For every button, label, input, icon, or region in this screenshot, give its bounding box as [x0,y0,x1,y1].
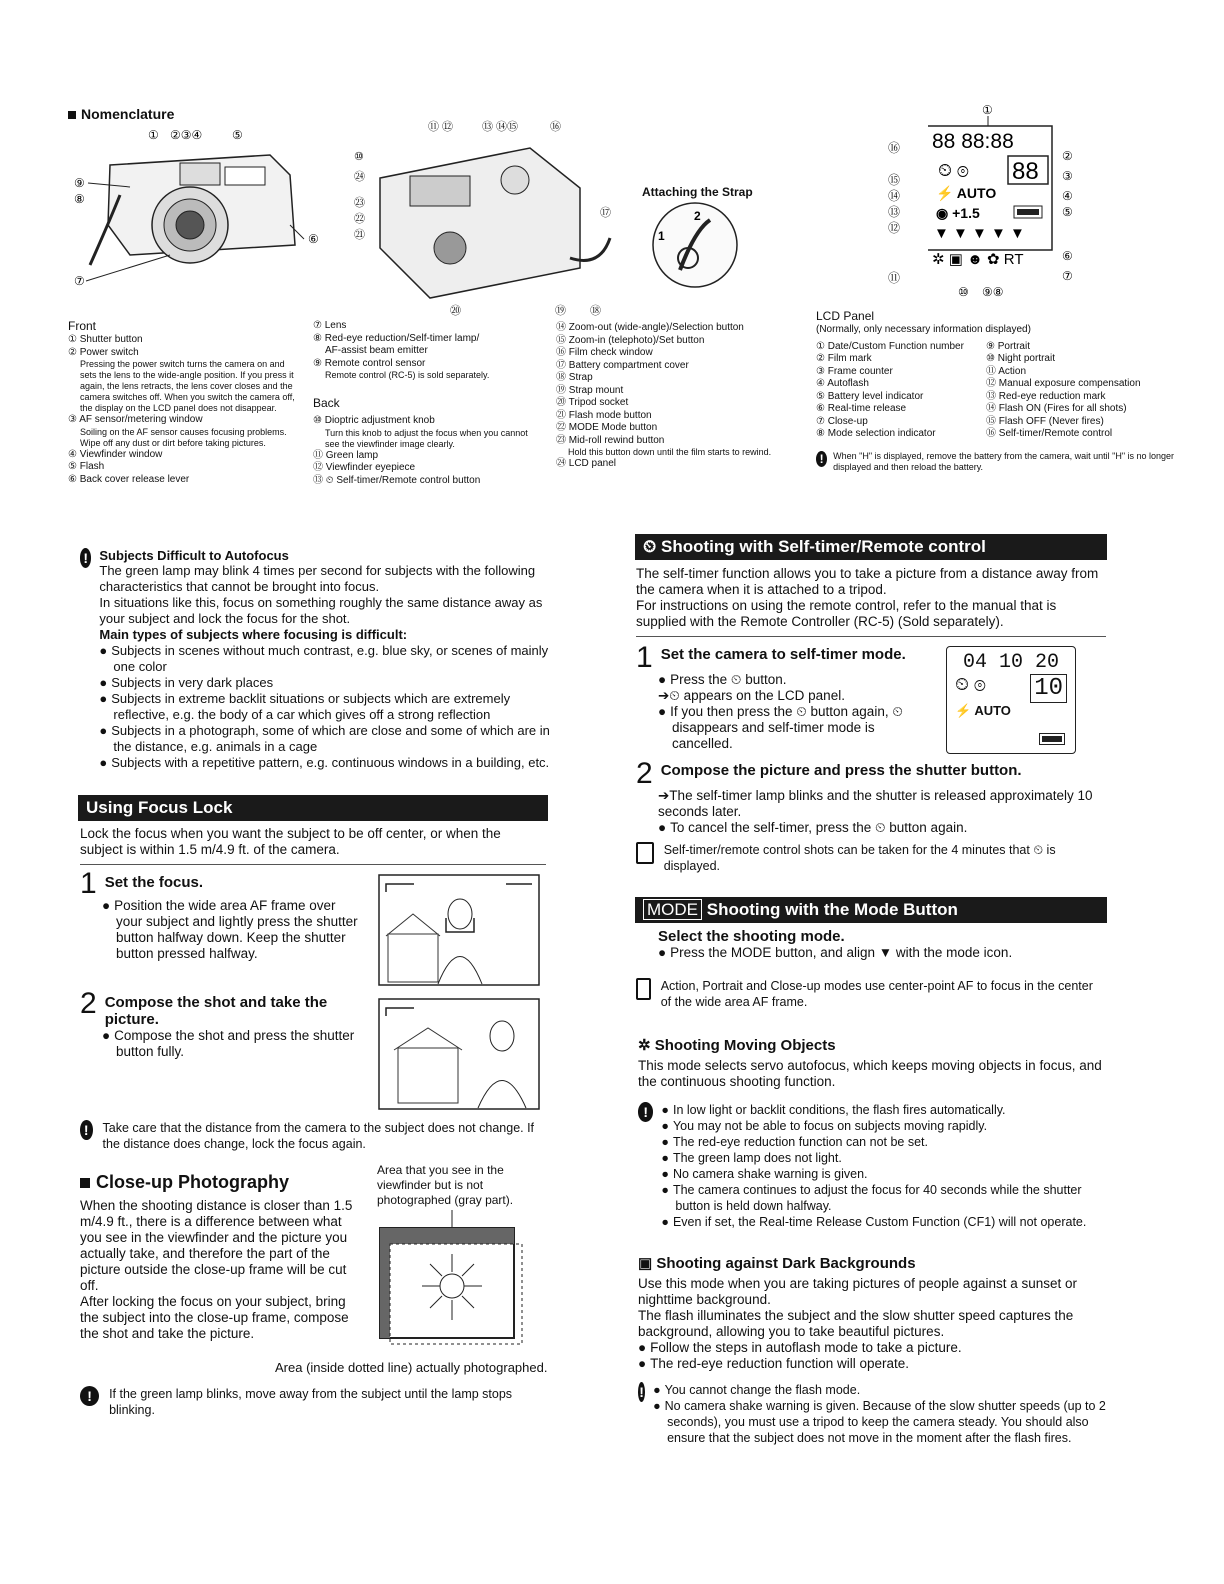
svg-text:⑦: ⑦ [1062,269,1073,283]
list-item: ● You may not be able to focus on subjects moving rapidly. [661,1118,1108,1134]
difficult-af-subtitle: Main types of subjects where focusing is difficult: [99,627,408,642]
svg-text:①: ① [148,128,159,142]
lcd-item: ⑥ Real-time release [816,403,907,414]
dark-bg-section [638,1254,1108,1446]
nomenclature-heading: Nomenclature [68,106,174,122]
lcd-item: ⑧ Mode selection indicator [816,428,936,439]
front-item: ④ Viewfinder window [68,448,163,460]
step-text: ● Position the wide area AF frame over your subject and lightly press the shutter button halfway down. Keep the shutter button pressed halfway. [80,898,365,962]
selftimer-step-2 [636,757,1111,836]
focus-step-1 [80,867,365,962]
svg-text:⑩: ⑩ [958,285,969,299]
self-timer-icon: ⏲ [643,537,661,556]
lcd-panel-illustration [880,100,1095,300]
selftimer-paragraph: The self-timer function allows you to take a picture from a distance away from the camera when it is attached to a tripod. [636,566,1099,597]
memo-icon [636,978,651,1000]
lcd-item: ⑫ Manual exposure compensation [986,378,1141,389]
svg-text:1: 1 [658,229,665,243]
lcd-date: 04 10 20 [962,651,1059,674]
focus-lock-intro: Lock the focus when you want the subject to be off center, or when the subject is within 1.5 m/4.9 ft. of the camera. [80,826,501,857]
svg-text:⑭: ⑭ [888,189,901,203]
divider [636,636,1106,637]
svg-text:②: ② [1062,149,1073,163]
lcd-item: ⑬ Red-eye reduction mark [986,390,1106,402]
lcd-parts-list [816,308,1176,473]
caution-text: If the green lamp blinks, move away from the subject until the lamp stops blinking. [109,1387,513,1417]
step-number: 1 [636,641,653,674]
back2-item: ⑭ Zoom-out (wide-angle)/Selection button [556,322,744,333]
svg-text:2: 2 [694,209,701,223]
front2-item: ⑧ Red-eye reduction/Self-timer lamp/ [313,332,480,344]
step-title: Set the focus. [104,874,204,891]
memo-text: Self-timer/remote control shots can be taken for the 4 minutes that ⏲ is displayed. [663,843,1056,873]
back2-item-note: Hold this button down until the film starts to rewind. [568,447,772,457]
svg-text:⑥: ⑥ [308,232,319,246]
list-item: ● Even if set, the Real-time Release Custom Function (CF1) will not operate. [661,1214,1108,1230]
selftimer-lcd [946,646,1076,754]
lcd-heading: LCD Panel [816,309,875,323]
svg-text:⑪ ⑫: ⑪ ⑫ [428,121,454,133]
front-heading: Front [68,319,97,333]
svg-text:⑮: ⑮ [888,173,901,187]
back2-item: ⑱ Strap [556,372,593,383]
focus-lock-title: Using Focus Lock [78,795,548,821]
back2-item: ㉑ Flash mode button [556,409,652,421]
svg-text:⑥: ⑥ [1062,249,1073,263]
caution-icon: ! [816,451,827,467]
lcd-item: ⑯ Self-timer/Remote control [986,428,1113,439]
lcd-note: When "H" is displayed, remove the battery from the camera, wait until "H" is no longer displayed and then reload the battery. [833,450,1175,472]
closeup-frame-illustration [378,1210,528,1350]
back-item-note: Turn this knob to adjust the focus when you cannot see the viewfinder image clearly. [325,427,528,449]
back2-item: ㉓ Mid-roll rewind button [556,434,665,446]
selftimer-step-1 [636,641,936,752]
selftimer-memo [636,842,1106,874]
caution-text: Take care that the distance from the camera to the subject does not change. If the distance does change, lock the focus again. [102,1121,535,1151]
front-item: ③ AF sensor/metering window [68,414,203,425]
step-number: 2 [636,757,653,790]
back2-item: ⑲ Strap mount [556,384,624,396]
step-text: ● Compose the shot and press the shutter button fully. [80,1028,365,1060]
list-item: ● Subjects in extreme backlit situations or subjects which are extremely reflective, e.g. the body of a car which gives off a strong reflection [99,691,550,723]
step-title: Set the camera to self-timer mode. [660,646,906,663]
difficult-af-title: Subjects Difficult to Autofocus [99,548,289,563]
front2-item: ⑦ Lens [313,320,347,331]
camera-front-illustration [70,125,330,290]
closeup-area-note: Area that you see in the viewfinder but is not photographed (gray part). [377,1163,514,1207]
list-item: ● Subjects in scenes without much contrast, e.g. blue sky, or scenes of mainly one color [99,643,550,675]
svg-text:①: ① [982,103,993,117]
svg-text:⑦: ⑦ [74,274,85,288]
list-item: ● Subjects with a repetitive pattern, e.g. continuous windows in a building, etc. [99,755,550,771]
back2-item: ⑰ Battery compartment cover [556,359,689,371]
svg-text:⑪: ⑪ [888,271,901,285]
camera-back-illustration [350,118,620,318]
step-title: Compose the shot and take the picture. [104,994,328,1028]
focus-lock-caution [80,1120,540,1152]
back-parts-list-2 [556,322,786,471]
moving-text: This mode selects servo autofocus, which keeps moving objects in focus, and the continuous shooting function. [638,1058,1102,1089]
lcd-auto: ⚡ AUTO [955,703,1011,718]
lcd-item: ⑩ Night portrait [986,353,1055,364]
front-item: ① Shutter button [68,334,143,345]
list-item: ● In low light or backlit conditions, the flash fires automatically. [661,1102,1108,1118]
self-timer-icon: ⏲ ⊚ [955,674,986,694]
list-item: ● The red-eye reduction function can not be set. [661,1134,1108,1150]
battery-icon [1039,733,1065,745]
svg-text:⑩: ⑩ [354,151,364,163]
svg-text:㉔: ㉔ [354,171,365,183]
night-portrait-icon: ▣ [638,1255,657,1272]
memo-text: Action, Portrait and Close-up modes use center-point AF to focus in the center of the wide area AF frame. [660,979,1093,1009]
difficult-af-text: In situations like this, focus on something roughly the same distance away as your subject and lock the focus for the shot. [99,595,543,626]
step-text: ➔⏲ appears on the LCD panel. [658,688,845,703]
svg-text:⑲: ⑲ [555,305,566,317]
back2-item: ㉔ LCD panel [556,458,617,469]
list-item: ● Subjects in a photograph, some of which are close and some of which are in the distance, e.g. animals in a cage [99,723,550,755]
back-item: ⑪ Green lamp [313,449,379,461]
dark-bg-title: ▣ Shooting against Dark Backgrounds [638,1255,916,1272]
dark-bg-text: The flash illuminates the subject and the slow shutter speed captures the background, allowing you to take beautiful pictures. [638,1308,1074,1339]
lcd-item: ⑨ Portrait [986,340,1030,352]
svg-text:③: ③ [1062,169,1073,183]
front2-item: Remote control (RC-5) is sold separately. [325,370,490,380]
closeup-paragraph: When the shooting distance is closer than 1.5 m/4.9 ft., there is a difference between what you see in the viewfinder and the picture you actually take, and therefore the part of the picture outside the close-up frame will be cut off. [80,1198,353,1293]
lcd-item: ⑦ Close-up [816,415,868,427]
lcd-subheading: (Normally, only necessary information displayed) [816,324,1031,335]
caution-icon: ! [639,1384,644,1400]
lcd-item: ⑤ Battery level indicator [816,390,924,402]
step-title: Compose the picture and press the shutter button. [660,762,1022,779]
svg-text:⑧: ⑧ [74,192,85,206]
svg-text:88: 88 [1012,158,1039,185]
mode-memo [636,978,1106,1010]
back2-item: ㉒ MODE Mode button [556,422,658,433]
step-text: ● To cancel the self-timer, press the ⏲ button again. [636,820,1111,836]
difficult-af-text: The green lamp may blink 4 times per second for subjects with the following characteristics that cannot be brought into focus. [99,563,536,594]
back-heading: Back [313,396,340,410]
front-item: ② Power switch [68,346,139,358]
lcd-item: ② Film mark [816,353,872,364]
mode-label: MODE [643,899,702,920]
list-item: ● No camera shake warning is given. [661,1166,1108,1182]
closeup-caution [80,1386,540,1418]
closeup-text [80,1198,365,1342]
svg-text:⑨⑧: ⑨⑧ [982,285,1004,299]
front-parts-list [68,318,300,486]
front2-item: ⑨ Remote control sensor [313,357,426,369]
back2-item: ⑯ Film check window [556,347,653,358]
svg-text:88 88:88: 88 88:88 [932,130,1014,153]
step-number: 1 [80,867,97,900]
divider [80,864,546,865]
selftimer-paragraph: For instructions on using the remote control, refer to the manual that is supplied with the Remote Controller (RC-5) (Sold separately). [636,598,1057,629]
focus-compose-illustration [378,998,540,1110]
step-text: ● If you then press the ⏲ button again, ⏲ disappears and self-timer mode is cancelled. [636,704,936,752]
back-item: ⑩ Dioptric adjustment knob [313,415,435,426]
memo-icon [636,842,654,864]
step-text: ● Press the ⏲ button. [636,672,936,688]
svg-text:⚡ AUTO: ⚡ AUTO [936,185,997,201]
dark-bg-text: Use this mode when you are taking pictures of people against a sunset or nighttime background. [638,1276,1078,1307]
flash-icon: ⚡ [955,703,975,718]
svg-text:⑤: ⑤ [232,128,243,142]
back-item: ⑫ Viewfinder eyepiece [313,462,416,473]
back2-item: ⑳ Tripod socket [556,397,629,408]
front-item: ⑤ Flash [68,461,105,472]
closeup-dotted-note: Area (inside dotted line) actually photographed. [275,1360,548,1375]
strap-illustration [650,200,740,290]
svg-text:⑯: ⑯ [550,121,561,133]
strap-heading: Attaching the Strap [642,185,753,199]
lcd-item: ⑪ Action [986,365,1027,377]
focus-set-illustration [378,874,540,986]
front-item: ⑥ Back cover release lever [68,473,190,485]
moving-title: ✲ Shooting Moving Objects [638,1037,836,1054]
lcd-item: ① Date/Custom Function number [816,340,964,352]
list-item: ● You cannot change the flash mode. [653,1382,1108,1398]
lcd-item: ③ Frame counter [816,365,893,377]
caution-icon: ! [80,1120,93,1140]
svg-text:㉒: ㉒ [354,213,365,225]
step-text: ● Press the MODE button, and align ▼ with the mode icon. [658,945,1108,961]
selftimer-intro [636,566,1106,630]
svg-text:㉓: ㉓ [354,197,365,209]
svg-text:⑱: ⑱ [590,305,601,317]
caution-icon: ! [80,548,91,568]
mode-select [658,928,1108,961]
svg-text:⑬: ⑬ [888,205,901,219]
difficult-af-section [80,548,550,771]
caution-icon: ! [80,1386,99,1406]
svg-text:✲ ▣ ☻ ✿ RT: ✲ ▣ ☻ ✿ RT [932,251,1024,268]
step-text: ➔The self-timer lamp blinks and the shutter is released approximately 10 seconds later. [658,788,1093,819]
lcd-item: ⑭ Flash ON (Fires for all shots) [986,403,1127,414]
list-item: ● The camera continues to adjust the focus for 40 seconds while the shutter button is held down halfway. [661,1182,1108,1214]
back2-item: ⑮ Zoom-in (telephoto)/Set button [556,334,705,346]
front2-item: AF-assist beam emitter [325,345,428,356]
list-item: ● The green lamp does not light. [661,1150,1108,1166]
svg-text:⏲ ⊚: ⏲ ⊚ [938,160,969,180]
lcd-item: ④ Autoflash [816,378,869,389]
svg-text:⑬ ⑭⑮: ⑬ ⑭⑮ [482,121,519,133]
front-parts-list-2 [313,320,533,487]
svg-text:⑳: ⑳ [450,305,461,317]
list-item: ● No camera shake warning is given. Because of the slow shutter speeds (up to 2 seconds), you must use a tripod to keep the camera steady. You should also ensure that the subject does not move in the moment after the flash fires. [653,1398,1108,1446]
closeup-title: Close-up Photography [80,1172,289,1193]
front-item-note: Soiling on the AF sensor causes focusing problems. Wipe off any dust or dirt before taking pictures. [80,426,287,448]
lcd-item: ⑮ Flash OFF (Never fires) [986,415,1104,427]
svg-text:◉ +1.5: ◉ +1.5 [936,205,980,221]
action-icon: ✲ [638,1037,655,1054]
mode-button-title: MODE Shooting with the Mode Button [635,897,1107,923]
back-item: ⑬ ⏲ Self-timer/Remote control button [313,474,481,486]
svg-text:▼ ▼ ▼ ▼ ▼: ▼ ▼ ▼ ▼ ▼ [934,225,1025,242]
step-title: Select the shooting mode. [658,928,845,945]
svg-text:⑰: ⑰ [600,207,611,219]
svg-text:②③④: ②③④ [170,128,203,142]
svg-text:④: ④ [1062,189,1073,203]
list-item: ● Follow the steps in autoflash mode to take a picture. [638,1340,1108,1356]
front-item-note: Pressing the power switch turns the camera on and sets the lens to the wide-angle position. If you press it again, the lens retracts, the lens cover closes and the camera switches off. When you switch the camera off, the display on the LCD panel does not disappear. [80,359,295,413]
caution-icon: ! [638,1102,653,1122]
list-item: ● The red-eye reduction function will operate. [638,1356,1108,1372]
list-item: ● Subjects in very dark places [99,675,550,691]
selftimer-title: ⏲ Shooting with Self-timer/Remote control [635,534,1107,560]
svg-text:⑯: ⑯ [888,141,901,155]
svg-text:⑫: ⑫ [888,221,901,235]
lcd-counter: 10 [1030,674,1067,703]
svg-text:㉑: ㉑ [354,229,365,241]
step-number: 2 [80,987,97,1020]
closeup-paragraph: After locking the focus on your subject, bring the subject into the close-up frame, compose the shot and take the picture. [80,1294,349,1341]
svg-text:⑨: ⑨ [74,176,85,190]
moving-section [638,1036,1108,1230]
svg-text:⑤: ⑤ [1062,205,1073,219]
focus-step-2 [80,987,365,1060]
